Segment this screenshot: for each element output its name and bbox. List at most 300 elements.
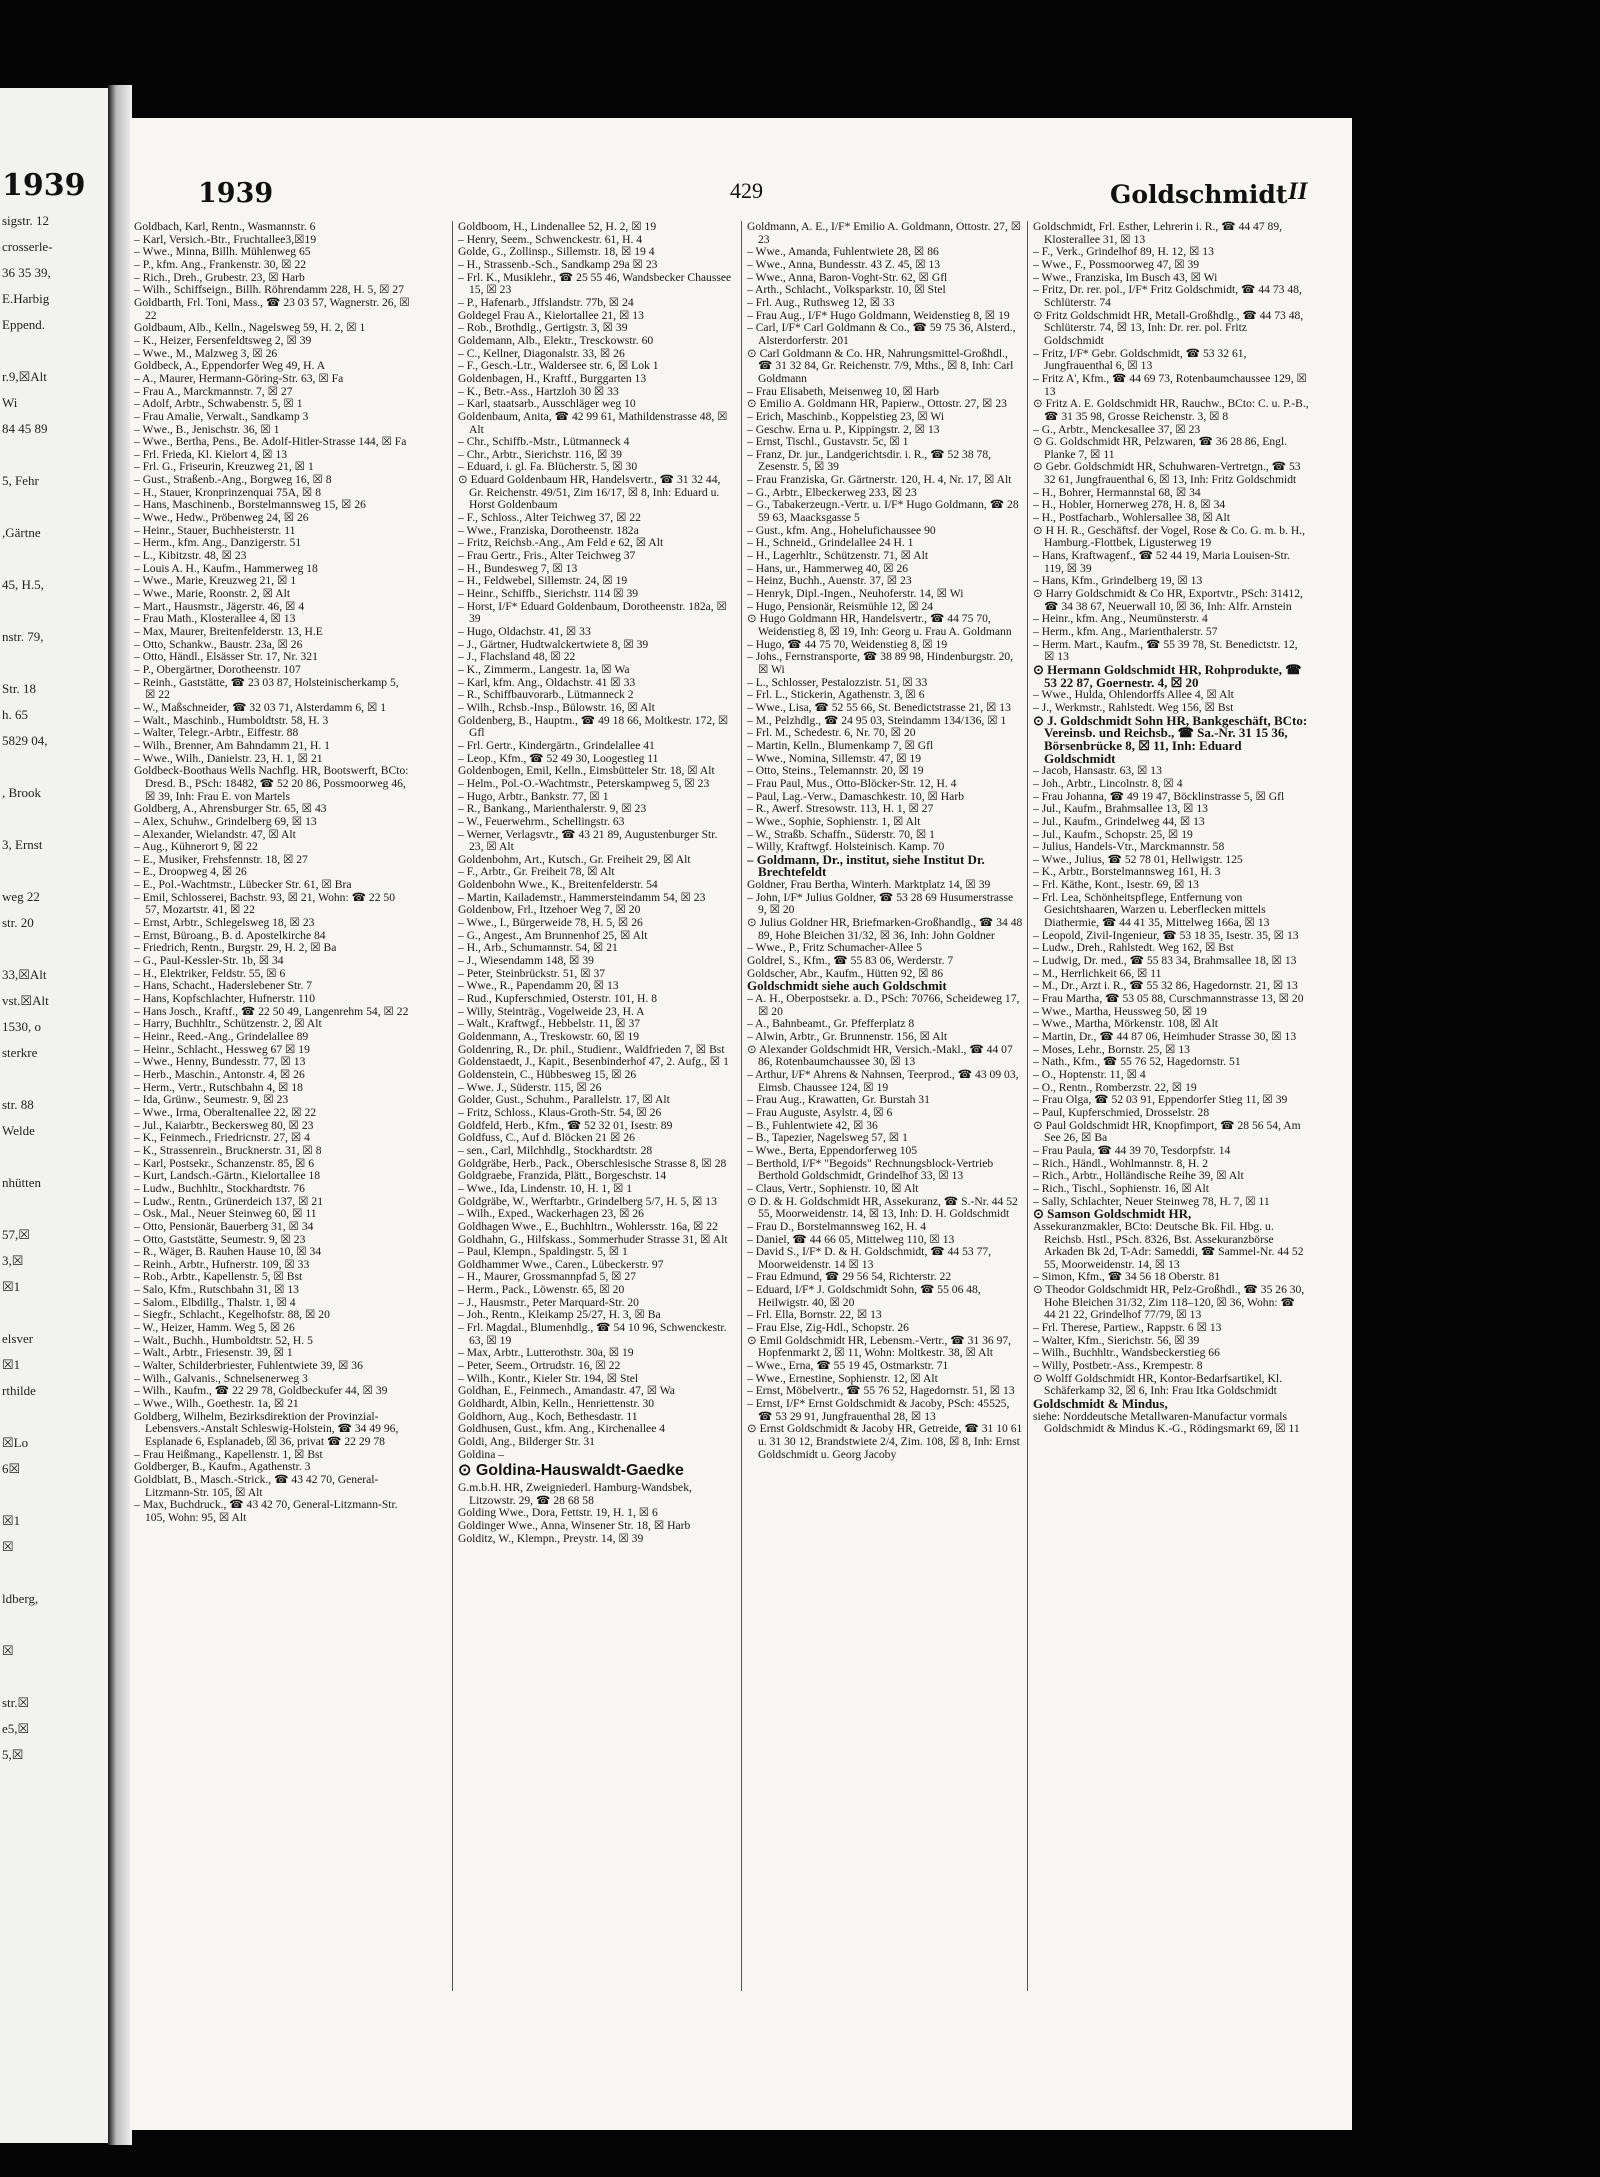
directory-entry: – Wwe., Minna, Billh. Mühlenweg 65 — [134, 245, 311, 259]
directory-entry: Goldbeck, A., Eppendorfer Weg 49, H. A — [134, 359, 326, 373]
page-number: 429 — [730, 178, 763, 203]
directory-entry: – Leop., Kfm., ☎ 52 49 30, Loogestieg 11 — [458, 751, 659, 765]
directory-entry: – R., Awerf. Stresowstr. 113, H. 1, ☒ 27 — [747, 802, 934, 816]
directory-entry: – Willy, Steinträg., Vogelweide 23, H. A — [458, 1004, 645, 1018]
previous-page-line: 36 35 39, — [2, 265, 51, 280]
directory-entry: – E., Musiker, Frehsfennstr. 18, ☒ 27 — [134, 852, 308, 866]
directory-entry: – Martin, Dr., ☎ 44 87 06, Heimhuder Strasse 30, ☒ 13 — [1033, 1030, 1297, 1043]
directory-entry: – Moses, Lehr., Bornstr. 25, ☒ 13 — [1033, 1042, 1190, 1056]
previous-page-line: str.☒ — [2, 1695, 30, 1710]
directory-entry: – Gust., kfm. Ang., Hohelufichaussee 90 — [747, 523, 936, 537]
directory-entry: – P., Obergärtner, Dorotheenstr. 107 — [134, 662, 301, 676]
directory-entry: – Geschw. Erna u. P., Kippingstr. 2, ☒ 13 — [747, 422, 940, 436]
directory-entry: – Wwe., Franziska, Dorotheenstr. 182a — [458, 523, 639, 537]
directory-entry: – Eduard, i. gl. Fa. Blücherstr. 5, ☒ 30 — [458, 460, 638, 474]
previous-page-line: ☒Lo — [2, 1435, 29, 1450]
directory-entry: – Salo, Kfm., Rutschbahn 31, ☒ 13 — [134, 1283, 299, 1297]
directory-entry: – Jacob, Hansastr. 63, ☒ 13 — [1033, 764, 1162, 778]
directory-entry: – Paul, Klempn., Spaldingstr. 5, ☒ 1 — [458, 1245, 628, 1259]
directory-entry: – F., Arbtr., Gr. Freiheit 78, ☒ Alt — [458, 865, 615, 879]
directory-entry: – F., Gesch.-Ltr., Waldersee str. 6, ☒ Lok 1 — [458, 359, 659, 373]
directory-entry: – Wilh., Brenner, Am Bahndamm 21, H. 1 — [134, 738, 330, 752]
directory-entry: – Hans, Schacht., Haderslebener Str. 7 — [134, 979, 313, 993]
directory-entry: – Mart., Hausmstr., Jägerstr. 46, ☒ 4 — [134, 599, 305, 613]
previous-page-line: r.9,☒Alt — [2, 369, 47, 384]
directory-entry: – Jul., Kaufm., Grindelweg 44, ☒ 13 — [1033, 814, 1205, 828]
directory-entry: ⊙ Carl Goldmann & Co. HR, Nahrungsmittel-Großhdl., ☎ 31 32 84, Gr. Reichenstr. 7/9, Mths., ☒ 8, Inh: Carl Goldmann — [747, 346, 1014, 385]
directory-entry: – Rich., Händl., Wohlmannstr. 8, H. 2 — [1033, 1156, 1209, 1170]
directory-entry: – Arth., Schlacht., Volksparkstr. 10, ☒ Stel — [747, 283, 946, 297]
previous-page-line: 45, H.5, — [2, 577, 44, 592]
directory-entry: – Wwe., I., Bürgerweide 78, H. 5, ☒ 26 — [458, 916, 643, 930]
directory-entry: – Walter, Schilderbriester, Fuhlentwiete 39, ☒ 36 — [134, 1359, 363, 1373]
directory-entry: – Heinr., kfm. Ang., Neumünsterstr. 4 — [1033, 612, 1208, 626]
directory-entry: ⊙ Harry Goldschmidt & Co HR, Exportvtr., PSch: 31412, ☎ 34 38 67, Neuerwall 10, ☒ 36, Inh: Alfr. Arnstein — [1033, 587, 1303, 613]
directory-entry: – Karl, Versich.-Btr., Fruchtallee3,☒19 — [134, 232, 317, 246]
directory-entry: – Herm., kfm. Ang., Danzigerstr. 51 — [134, 536, 302, 550]
directory-entry: – Willy, Kraftwgf. Holsteinisch. Kamp. 70 — [747, 840, 945, 854]
directory-entry: – Joh., Arbtr., Lincolnstr. 8, ☒ 4 — [1033, 776, 1183, 790]
directory-entry: ⊙ Theodor Goldschmidt HR, Pelz-Großhdl., ☎ 35 26 30, Hohe Bleichen 31/32, Zim 118–120, ☒ 36, Wohn: ☎ 44 21 22, Grindelhof 77/79, ☒ 13 — [1033, 1283, 1305, 1322]
directory-entry: – Ludw., Rentn., Grünerdeich 137, ☒ 21 — [134, 1194, 323, 1208]
directory-entry: – Heinr., Schlacht., Hessweg 67 ☒ 19 — [134, 1042, 310, 1056]
directory-entry: Assekuranzmakler, BCto: Deutsche Bk. Fil. Hbg. u. Reichsb. Hstl., PSch. 8326, Bst. Assekuranzbörse Arkaden Bk 2d, T-Adr: Sameddi, ☎ Sammel-Nr. 44 52 55, Moorweidenstr. 14, ☒ 13 — [1033, 1219, 1304, 1271]
directory-entry: – Frau Olga, ☎ 52 03 91, Eppendorfer Stieg 11, ☒ 39 — [1033, 1093, 1288, 1107]
directory-entry: Goldboom, H., Lindenallee 52, H. 2, ☒ 19 — [458, 221, 657, 233]
directory-entry: – H., Maurer, Grossmannpfad 5, ☒ 27 — [458, 1270, 637, 1284]
directory-entry: Goldenbaum, Anita, ☎ 42 99 61, Mathildenstrasse 48, ☒ Alt — [458, 409, 728, 436]
directory-entry: – H., Strassenb.-Sch., Sandkamp 29a ☒ 23 — [458, 257, 658, 271]
directory-entry: – Siegfr., Schlacht., Kegelhofstr. 88, ☒ 20 — [134, 1308, 330, 1322]
directory-entry: – Wwe., Martha, Heussweg 50, ☒ 19 — [1033, 1004, 1207, 1018]
directory-entry: – Leopold, Zivil-Ingenieur, ☎ 53 18 35, Isestr. 35, ☒ 13 — [1033, 928, 1299, 942]
previous-page-line: elsver — [2, 1331, 34, 1346]
directory-entry: Goldberg, Wilhelm, Bezirksdirektion der Provinzial-Lebensvers.-Anstalt Schleswig-Holstein, ☎ 34 49 96, Esplanade 6, Esplanadeb, ☒ 36, privat ☎ 22 29 78 — [134, 1409, 399, 1448]
previous-page-line: 5829 04, — [2, 733, 48, 748]
directory-entry: – John, I/F* Julius Goldner, ☎ 53 28 69 Husumerstrasse 9, ☒ 20 — [747, 890, 1014, 917]
directory-entry: – Werner, Verlagsvtr., ☎ 43 21 89, Augustenburger Str. 23, ☒ Alt — [458, 827, 718, 854]
directory-entry: Goldgräbe, W., Werftarbtr., Grindelberg 5/7, H. 5, ☒ 13 — [458, 1194, 717, 1208]
directory-entry: – Peter, Steinbrückstr. 51, ☒ 37 — [458, 966, 606, 980]
directory-entry: – Henry, Seem., Schwenckestr. 61, H. 4 — [458, 232, 643, 246]
previous-page-line: Wi — [2, 395, 18, 410]
directory-entry: – Wwe., Lisa, ☎ 52 55 66, St. Benedictstrasse 21, ☒ 13 — [747, 700, 1011, 714]
directory-entry: – Arthur, I/F* Ahrens & Nahnsen, Teerprod., ☎ 43 09 03, Eimsb. Chaussee 124, ☒ 19 — [747, 1067, 1019, 1094]
previous-page-line: ☒1 — [2, 1513, 21, 1528]
previous-page-line: ☒1 — [2, 1279, 21, 1294]
directory-entry: – Kurt, Landsch.-Gärtn., Kielortallee 18 — [134, 1169, 321, 1183]
directory-entry: – Ida, Grünw., Seumestr. 9, ☒ 23 — [134, 1093, 289, 1107]
directory-entry: Golditz, W., Klempn., Preystr. 14, ☒ 39 — [458, 1531, 644, 1545]
directory-entry: – Eduard, I/F* J. Goldschmidt Sohn, ☎ 55 06 48, Heilwigstr. 40, ☒ 20 — [747, 1283, 981, 1309]
directory-entry: ⊙ G. Goldschmidt HR, Pelzwaren, ☎ 36 28 86, Engl. Planke 7, ☒ 11 — [1033, 435, 1288, 461]
directory-entry: – Wilh., Kaufm., ☎ 22 29 78, Goldbeckufer 44, ☒ 39 — [134, 1384, 388, 1398]
directory-entry: Golde, G., Zollinsp., Sillemstr. 18, ☒ 19 4 — [458, 245, 655, 259]
directory-entry: – R., Wäger, B. Rauhen Hause 10, ☒ 34 — [134, 1245, 322, 1259]
directory-entry: – J., Werkmstr., Rahlstedt. Weg 156, ☒ Bst — [1033, 700, 1234, 714]
directory-entry: Goldhagen Wwe., E., Buchhltrn., Wohlersstr. 16a, ☒ 22 — [458, 1219, 718, 1233]
directory-entry: – Walt., Arbtr., Friesenstr. 39, ☒ 1 — [134, 1346, 293, 1360]
directory-entry: – Hans, Kfm., Grindelberg 19, ☒ 13 — [1033, 574, 1203, 588]
directory-entry: – Peter, Seem., Ortrudstr. 16, ☒ 22 — [458, 1359, 621, 1373]
directory-entry: Goldner, Frau Bertha, Winterh. Marktplatz 14, ☒ 39 — [747, 878, 991, 892]
directory-entry: Goldhammer Wwe., Caren., Lübeckerstr. 97 — [458, 1257, 664, 1271]
directory-entry: – J., Flachsland 48, ☒ 22 — [458, 650, 576, 664]
directory-entry: – Rob., Brothdlg., Gertigstr. 3, ☒ 39 — [458, 321, 628, 335]
directory-entry: – Reinh., Gaststätte, ☎ 23 03 87, Holsteinischerkamp 5, ☒ 22 — [134, 675, 399, 702]
directory-entry: – Jul., Kaiarbtr., Beckersweg 80, ☒ 23 — [134, 1118, 314, 1132]
directory-entry: – F., Schloss., Alter Teichweg 37, ☒ 22 — [458, 511, 641, 525]
directory-entry: – J., Hausmstr., Peter Marquard-Str. 20 — [458, 1295, 639, 1309]
directory-entry: – Wwe., Henny, Bundesstr. 77, ☒ 13 — [134, 1055, 306, 1069]
directory-entry: – Osk., Mal., Neuer Steinweg 60, ☒ 11 — [134, 1207, 317, 1221]
directory-entry: – Ernst, I/F* Ernst Goldschmidt & Jacoby, PSch: 45525, ☎ 53 29 91, Jungfrauenthal 28, ☒ 13 — [747, 1397, 1010, 1423]
directory-entry: Goldscher, Abr., Kaufm., Hütten 92, ☒ 86 — [747, 966, 944, 980]
directory-entry: – Emil, Schlosserei, Bachstr. 93, ☒ 21, Wohn: ☎ 22 50 57, Mozartstr. 41, ☒ 22 — [134, 890, 396, 917]
directory-entry: – Harry, Buchhltr., Schützenstr. 2, ☒ Alt — [134, 1017, 322, 1031]
directory-entry: – G., Paul-Kessler-Str. 1b, ☒ 34 — [134, 954, 284, 968]
directory-entry: – Max, Buchdruck., ☎ 43 42 70, General-Litzmann-Str. 105, Wohn: 95, ☒ Alt — [134, 1498, 398, 1524]
previous-page-line: h. 65 — [2, 707, 28, 722]
directory-entry: – Wwe., Martha, Mörkenstr. 108, ☒ Alt — [1033, 1017, 1219, 1031]
directory-columns — [130, 221, 1352, 1981]
directory-entry: – Alex, Schuhw., Grindelberg 69, ☒ 13 — [134, 814, 317, 828]
directory-entry: – Frl. M., Schedestr. 6, Nr. 70, ☒ 20 — [747, 726, 916, 740]
directory-entry: – Frau Amalie, Verwalt., Sandkamp 3 — [134, 409, 309, 423]
previous-page-line: 3, Ernst — [2, 837, 43, 852]
directory-entry: ⊙ Hermann Goldschmidt HR, Rohprodukte, ☎ 53 22 87, Goernestr. 4, ☒ 20 — [1033, 661, 1302, 690]
directory-entry: – Wwe., F., Possmoorweg 47, ☒ 39 — [1033, 257, 1200, 271]
directory-entry: – Frl. L., Stickerin, Agathenstr. 3, ☒ 6 — [747, 688, 925, 702]
directory-entry: – Franz, Dr. jur., Landgerichtsdir. i. R., ☎ 52 38 78, Zesenstr. 5, ☒ 39 — [747, 447, 992, 474]
directory-entry: Goldhan, E., Feinmech., Amandastr. 47, ☒ Wa — [458, 1384, 675, 1398]
book-gutter — [108, 85, 132, 2145]
directory-entry: – Rob., Arbtr., Kapellenstr. 5, ☒ Bst — [134, 1270, 303, 1284]
directory-entry: – Frau Franziska, Gr. Gärtnerstr. 120, H. 4, Nr. 17, ☒ Alt — [747, 473, 1012, 487]
directory-entry: Goldenbohm, Art., Kutsch., Gr. Freiheit 29, ☒ Alt — [458, 852, 691, 866]
directory-entry: Goldemann, Alb., Elektr., Tresckowstr. 60 — [458, 333, 654, 347]
directory-entry: – Wwe., Wilh., Goethestr. 1a, ☒ 21 — [134, 1397, 299, 1411]
directory-entry: – Ernst, Arbtr., Schlegelsweg 18, ☒ 23 — [134, 916, 315, 930]
directory-entry: – Martin, Kailademstr., Hammersteindamm 54, ☒ 23 — [458, 890, 706, 904]
directory-entry: Goldenstaedt, J., Kapit., Besenbinderhof 47, 2. Aufg., ☒ 1 — [458, 1055, 729, 1069]
header-volume: II — [1288, 178, 1308, 205]
directory-entry: Goldbeck-Boothaus Wells Nachflg. HR, Bootswerft, BCto: Dresd. B., PSch: 18482, ☎ 52 20 86, Possmoorweg 46, ☒ 39, Inh: Frau E. von Martels — [134, 764, 409, 803]
directory-entry: – Nath., Kfm., ☎ 55 76 52, Hagedornstr. 51 — [1033, 1055, 1241, 1069]
directory-entry: – Frl. Gertr., Kindergärtn., Grindelallee 41 — [458, 738, 655, 752]
directory-entry: ⊙ Hugo Goldmann HR, Handelsvertr., ☎ 44 75 70, Weidenstieg 8, ☒ 19, Inh: Georg u. Frau A. Goldmann — [747, 612, 1012, 638]
directory-entry: – Wwe., Wilh., Danielstr. 23, H. 1, ☒ 21 — [134, 751, 323, 765]
directory-entry: – Rich., Tischl., Sophienstr. 16, ☒ Alt — [1033, 1181, 1209, 1195]
directory-entry: – Alwin, Arbtr., Gr. Brunnenstr. 156, ☒ Alt — [747, 1030, 948, 1043]
previous-page-line: 5,☒ — [2, 1747, 24, 1762]
directory-entry: – Salom., Elbdillg., Thalstr. 1, ☒ 4 — [134, 1295, 296, 1309]
directory-entry: Goldenring, R., Dr. phil., Studienr., Waldfrieden 7, ☒ Bst — [458, 1042, 725, 1056]
directory-entry: – B., Tapezier, Nagelsweg 57, ☒ 1 — [747, 1131, 908, 1145]
directory-entry: Goldfeld, Herb., Kfm., ☎ 52 32 01, Isestr. 89 — [458, 1118, 673, 1132]
directory-entry: – Otto, Schankw., Baustr. 23a, ☒ 26 — [134, 637, 303, 651]
directory-entry: ⊙ Emilio A. Goldmann HR, Papierw., Ottostr. 27, ☒ 23 — [747, 397, 1007, 411]
directory-entry: – A., Maurer, Hermann-Göring-Str. 63, ☒ Fa — [134, 371, 344, 385]
directory-entry: – Wwe., Julius, ☎ 52 78 01, Hellwigstr. 125 — [1033, 852, 1243, 866]
directory-entry: – Friedrich, Rentn., Burgstr. 29, H. 2, ☒ Ba — [134, 941, 337, 955]
directory-entry: Goldschmidt siehe auch Goldschmit — [747, 978, 947, 994]
directory-entry: Goldschmidt & Mindus, — [1033, 1396, 1168, 1412]
previous-page-line: 57,☒ — [2, 1227, 30, 1242]
directory-entry: – L., Kibitzstr. 48, ☒ 23 — [134, 549, 247, 563]
directory-entry: Goldberger, B., Kaufm., Agathenstr. 3 — [134, 1460, 311, 1474]
directory-entry: – Heinr., Schiffb., Sierichstr. 114 ☒ 39 — [458, 587, 639, 601]
previous-page-line: ldberg, — [2, 1591, 39, 1606]
directory-entry: – Wwe., Erna, ☎ 55 19 45, Ostmarkstr. 71 — [747, 1359, 949, 1373]
directory-entry: – Paul, Lag.-Verw., Damaschkestr. 10, ☒ Harb — [747, 789, 964, 803]
directory-entry: – Aug., Kühnerort 9, ☒ 22 — [134, 840, 258, 854]
directory-entry: – Wwe., Nomina, Sillemstr. 47, ☒ 19 — [747, 751, 922, 765]
directory-entry: – Wwe., Anna, Baron-Voght-Str. 62, ☒ Gfl — [747, 270, 948, 284]
directory-entry: – Gust., Straßenb.-Ang., Borgweg 16, ☒ 8 — [134, 473, 332, 487]
previous-page-line: Eppend. — [2, 317, 45, 332]
previous-page-line: 84 45 89 — [2, 421, 48, 436]
directory-entry: – Frl. G., Friseurin, Kreuzweg 21, ☒ 1 — [134, 460, 314, 474]
directory-entry: ⊙ Emil Goldschmidt HR, Lebensm.-Vertr., ☎ 31 36 97, Hopfenmarkt 2, ☒ 11, Wohn: Moltkestr. 38, ☒ Alt — [747, 1333, 1012, 1360]
directory-entry: – Karl, staatsarb., Ausschläger weg 10 — [458, 397, 636, 411]
directory-entry: – Claus, Vertr., Sophienstr. 10, ☒ Alt — [747, 1181, 919, 1195]
directory-entry: – Ludw., Dreh., Rahlstedt. Weg 162, ☒ Bst — [1033, 941, 1234, 955]
directory-entry: – Wwe. J., Süderstr. 115, ☒ 26 — [458, 1080, 602, 1094]
directory-entry: – Wwe., Amanda, Fuhlentwiete 28, ☒ 86 — [747, 245, 939, 259]
directory-entry: – Frau Paul, Mus., Otto-Blöcker-Str. 12, H. 4 — [747, 776, 957, 790]
directory-entry: – H., Schneid., Grindelallee 24 H. 1 — [747, 536, 914, 550]
directory-entry: – G., Arbtr., Menckesallee 37, ☒ 23 — [1033, 422, 1201, 436]
previous-page-line: str. 20 — [2, 915, 34, 930]
directory-entry: – K., Arbtr., Borstelmannsweg 161, H. 3 — [1033, 865, 1221, 879]
directory-entry: – Fritz, I/F* Gebr. Goldschmidt, ☎ 53 32 61, Jungfrauenthal 6, ☒ 13 — [1033, 346, 1247, 373]
directory-entry: – H., Hobler, Hornerweg 278, H. 8, ☒ 34 — [1033, 498, 1226, 512]
header-running-name: Goldschmidt — [1110, 180, 1288, 209]
directory-entry: – Frau Johanna, ☎ 49 19 47, Böcklinstrasse 5, ☒ Gfl — [1033, 789, 1285, 803]
directory-entry: – B., Fuhlentwiete 42, ☒ 36 — [747, 1118, 878, 1132]
directory-entry: – Chr., Arbtr., Sierichstr. 116, ☒ 39 — [458, 447, 622, 461]
directory-entry: – K., Betr.-Ass., Hartzloh 30 ☒ 33 — [458, 384, 619, 398]
directory-entry: – Frau Gertr., Fris., Alter Teichweg 37 — [458, 549, 636, 563]
previous-page-fragment — [0, 88, 108, 2143]
directory-entry: – Fritz, Dr. rer. pol., I/F* Fritz Goldschmidt, ☎ 44 73 48, Schlüterstr. 74 — [1033, 283, 1302, 309]
directory-entry: – Frau Else, Zig-Hdl., Schopstr. 26 — [747, 1321, 909, 1335]
directory-entry: – Alexander, Wielandstr. 47, ☒ Alt — [134, 827, 296, 841]
directory-entry: – Frau Aug., I/F* Hugo Goldmann, Weidenstieg 8, ☒ 19 — [747, 308, 1010, 322]
previous-page-line: str. 88 — [2, 1097, 34, 1112]
directory-entry: ⊙ Paul Goldschmidt HR, Knopfimport, ☎ 28 56 54, Am See 26, ☒ Ba — [1033, 1118, 1301, 1145]
previous-page-line: weg 22 — [2, 889, 40, 904]
directory-entry: – Frau Aug., Krawatten, Gr. Burstah 31 — [747, 1093, 930, 1107]
directory-entry: ⊙ Julius Goldner HR, Briefmarken-Großhandlg., ☎ 34 48 89, Hohe Bleichen 31/32, ☒ 36, Inh: John Goldner — [747, 916, 1023, 942]
directory-entry: – E., Pol.-Wachtmstr., Lübecker Str. 61, ☒ Bra — [134, 878, 352, 892]
previous-page-line: vst.☒Alt — [2, 993, 49, 1008]
previous-page-line: E.Harbig — [2, 291, 50, 306]
directory-entry: – H., Elektriker, Feldstr. 55, ☒ 6 — [134, 966, 286, 980]
directory-entry: Goldhusen, Gust., kfm. Ang., Kirchenallee 4 — [458, 1422, 666, 1436]
previous-page-line: Str. 18 — [2, 681, 36, 696]
directory-entry: Goldinger Wwe., Anna, Winsener Str. 18, ☒ Harb — [458, 1518, 691, 1532]
directory-entry: – Wilh., Exped., Wackerhagen 23, ☒ 26 — [458, 1207, 644, 1221]
directory-entry: – Ludwig, Dr. med., ☎ 55 83 34, Brahmsallee 18, ☒ 13 — [1033, 954, 1297, 968]
directory-entry: – Wwe., Marie, Roonstr. 2, ☒ Alt — [134, 587, 291, 601]
previous-page-line: rthilde — [2, 1383, 36, 1398]
directory-entry: Golder, Gust., Schuhm., Parallelstr. 17, ☒ Alt — [458, 1093, 670, 1107]
previous-page-line: nhütten — [2, 1175, 41, 1190]
directory-entry: – Frau Auguste, Asylstr. 4, ☒ 6 — [747, 1105, 893, 1119]
directory-entry: – G., Tabakerzeugn.-Vertr. u. I/F* Hugo Goldmann, ☎ 28 59 63, Maacksgasse 5 — [747, 498, 1019, 525]
directory-entry: ⊙ Wolff Goldschmidt HR, Kontor-Bedarfsartikel, Kl. Schäferkamp 32, ☒ 6, Inh: Frau Itka Goldschmidt — [1033, 1371, 1282, 1398]
directory-entry: – Frau Paula, ☎ 44 39 70, Tesdorpfstr. 14 — [1033, 1143, 1231, 1157]
directory-entry: – Wwe., Irma, Oberaltenallee 22, ☒ 22 — [134, 1105, 317, 1119]
directory-entry: – Hans Josch., Kraftf., ☎ 22 50 49, Langenrehm 54, ☒ 22 — [134, 1004, 409, 1018]
directory-entry: – Horst, I/F* Eduard Goldenbaum, Dorotheenstr. 182a, ☒ 39 — [458, 599, 727, 626]
directory-entry: – Wwe., Hulda, Ohlendorffs Allee 4, ☒ Alt — [1033, 688, 1234, 702]
directory-entry: – A. H., Oberpostsekr. a. D., PSch: 70766, Scheideweg 17, ☒ 20 — [747, 992, 1020, 1018]
directory-entry: – Rud., Kupferschmied, Osterstr. 101, H. 8 — [458, 992, 658, 1006]
directory-page — [130, 118, 1352, 2130]
previous-page-line: e5,☒ — [2, 1721, 30, 1736]
directory-entry: – Frl. Therese, Partiew., Rappstr. 6 ☒ 13 — [1033, 1321, 1222, 1335]
directory-entry: Goldbaum, Alb., Kelln., Nagelsweg 59, H. 2, ☒ 1 — [134, 321, 366, 335]
directory-entry: – Frl. Ella, Bornstr. 22, ☒ 13 — [747, 1308, 882, 1322]
directory-entry: – Joh., Rentn., Kleikamp 25/27, H. 3, ☒ Ba — [458, 1308, 661, 1322]
directory-entry: – sen., Carl, Milchhdlg., Stockhardtstr. 28 — [458, 1143, 653, 1157]
directory-entry: – Wwe., Franziska, Im Busch 43, ☒ Wi — [1033, 270, 1218, 284]
directory-entry: siehe: Norddeutsche Metallwaren-Manufactur vormals Goldschmidt & Mindus K.-G., Rödingsmarkt 69, ☒ 11 — [1033, 1409, 1300, 1436]
directory-entry: – H., Arb., Schumannstr. 54, ☒ 21 — [458, 941, 618, 955]
directory-entry: – Sally, Schlachter, Neuer Steinweg 78, H. 7, ☒ 11 — [1033, 1194, 1270, 1208]
directory-entry: – Frau Math., Klosterallee 4, ☒ 13 — [134, 612, 296, 626]
directory-entry: – W., Feuerwehrm., Schellingstr. 63 — [458, 814, 625, 828]
directory-entry: Goldmann, A. E., I/F* Emilio A. Goldmann, Ottostr. 27, ☒ 23 — [747, 221, 1022, 246]
directory-entry: – Wilh., Kontr., Kieler Str. 194, ☒ Stel — [458, 1371, 639, 1385]
directory-entry: – G., Arbtr., Elbeckerweg 233, ☒ 23 — [747, 485, 917, 499]
directory-entry: Goldberg, A., Ahrensburger Str. 65, ☒ 43 — [134, 802, 327, 816]
directory-entry: – H., Bohrer, Hermannstal 68, ☒ 34 — [1033, 485, 1201, 499]
directory-entry: – Wwe., Berta, Eppendorferweg 105 — [747, 1143, 918, 1157]
directory-entry: – P., kfm. Ang., Frankenstr. 30, ☒ 22 — [134, 257, 307, 271]
directory-entry: – Wwe., Anna, Bundesstr. 43 Z. 45, ☒ 13 — [747, 257, 941, 271]
directory-entry: – Wilh., Galvanis., Schnelsenerweg 3 — [134, 1371, 308, 1385]
previous-page-line: 5, Fehr — [2, 473, 39, 488]
directory-entry: – Walt., Kraftwgf., Hebbelstr. 11, ☒ 37 — [458, 1017, 641, 1031]
directory-entry: – Frl. Aug., Ruthsweg 12, ☒ 33 — [747, 295, 895, 309]
previous-page-line: 33,☒Alt — [2, 967, 47, 982]
directory-entry: – Herm., kfm. Ang., Marienthalerstr. 57 — [1033, 625, 1218, 638]
directory-entry: ⊙ Fritz A. E. Goldschmidt HR, Rauchw., BCto: C. u. P.-B., ☎ 31 35 98, Grosse Reichenstr. 3, ☒ 8 — [1033, 397, 1309, 423]
directory-entry: – Jul., Kaufm., Schopstr. 25, ☒ 19 — [1033, 827, 1193, 841]
directory-entry: – Frl. Lea, Schönheitspflege, Entfernung von Gesichtshaaren, Warzen u. Leberflecken mittels Diathermie, ☎ 44 41 35, Mittelweg 166a, ☒ 13 — [1033, 890, 1270, 930]
directory-entry: – Frau D., Borstelmannsweg 162, H. 4 — [747, 1219, 927, 1233]
previous-page-year: 1939 — [2, 168, 86, 203]
directory-entry: – K., Zimmerm., Langestr. 1a, ☒ Wa — [458, 662, 630, 676]
directory-entry: Golding Wwe., Dora, Fettstr. 19, H. 1, ☒ 6 — [458, 1506, 658, 1520]
previous-page-line: sigstr. 12 — [2, 213, 49, 228]
directory-entry: – Frl. Frieda, Kl. Kielort 4, ☒ 13 — [134, 447, 288, 461]
directory-entry: – Frl. Käthe, Kont., Isestr. 69, ☒ 13 — [1033, 878, 1199, 892]
directory-entry: – Willy, Postbetr.-Ass., Krempestr. 8 — [1033, 1359, 1203, 1373]
directory-entry: ⊙ Samson Goldschmidt HR, — [1033, 1206, 1192, 1222]
directory-entry: ⊙ Gebr. Goldschmidt HR, Schuhwaren-Vertretgn., ☎ 53 32 61, Jungfrauenthal 6, ☒ 13, Inh: Fritz Goldschmidt — [1033, 460, 1301, 487]
directory-entry: – Rich., Dreh., Grubestr. 23, ☒ Harb — [134, 270, 305, 284]
directory-entry: – Adolf, Arbtr., Schwabenstr. 5, ☒ 1 — [134, 397, 303, 411]
directory-entry: Goldgraebe, Franzida, Plätt., Borgeschstr. 14 — [458, 1169, 667, 1183]
directory-entry: Goldenstein, C., Hübbesweg 15, ☒ 26 — [458, 1067, 637, 1081]
previous-page-line: crosserle- — [2, 239, 53, 254]
directory-entry: Goldenbagen, H., Kraftf., Burggarten 13 — [458, 371, 647, 385]
previous-page-line: Welde — [2, 1123, 35, 1138]
directory-entry: – Rich., Arbtr., Holländische Reihe 39, ☒ Alt — [1033, 1169, 1244, 1183]
directory-entry: Goldrel, S., Kfm., ☎ 55 83 06, Werderstr. 7 — [747, 954, 954, 968]
directory-entry: – O., Hoptenstr. 11, ☒ 4 — [1033, 1067, 1146, 1081]
directory-entry: – Hugo, ☎ 44 75 70, Weidenstieg 8, ☒ 19 — [747, 637, 948, 651]
directory-entry: – Fritz A', Kfm., ☎ 44 69 73, Rotenbaumchaussee 129, ☒ 13 — [1033, 371, 1307, 398]
directory-entry: – Heinr., Stauer, Buchheisterstr. 11 — [134, 523, 296, 537]
directory-entry: – Wilh., Rchsb.-Insp., Bülowstr. 16, ☒ Alt — [458, 700, 655, 714]
directory-entry: – Hans, Kopfschlachter, Hufnerstr. 110 — [134, 992, 316, 1006]
directory-entry: – Wwe., M., Malzweg 3, ☒ 26 — [134, 346, 278, 360]
directory-entry: – K., Feinmech., Friedricnstr. 27, ☒ 4 — [134, 1131, 310, 1145]
directory-entry: – Wwe., R., Papendamm 20, ☒ 13 — [458, 979, 619, 993]
directory-entry: – Wwe., Marie, Kreuzweg 21, ☒ 1 — [134, 574, 297, 588]
directory-entry: – Karl, kfm. Ang., Oldachstr. 41 ☒ 33 — [458, 675, 636, 689]
directory-entry: – H., Feldwebel, Sillemstr. 24, ☒ 19 — [458, 574, 628, 588]
directory-entry: – Wilh., Buchhltr., Wandsbeckerstieg 66 — [1033, 1346, 1220, 1360]
directory-entry: – Frau Edmund, ☎ 29 56 54, Richterstr. 22 — [747, 1270, 952, 1284]
directory-entry: – Hans, ur., Hammerweg 40, ☒ 26 — [747, 561, 909, 575]
directory-entry: – Wwe., Ernestine, Sophienstr. 12, ☒ Alt — [747, 1371, 938, 1385]
directory-entry: – Otto, Gaststätte, Seumestr. 9, ☒ 23 — [134, 1232, 306, 1246]
directory-entry: – Wilh., Schiffseign., Billh. Röhrendamm 228, H. 5, ☒ 27 — [134, 283, 405, 297]
directory-entry: – Louis A. H., Kaufm., Hammerweg 18 — [134, 561, 318, 575]
directory-entry: – R., Bankang., Marienthalerstr. 9, ☒ 23 — [458, 802, 647, 816]
directory-entry: Goldenbow, Frl., Itzehoer Weg 7, ☒ 20 — [458, 903, 641, 917]
directory-column-4 — [1033, 221, 1309, 1981]
directory-entry: – Wwe., Bertha, Pens., Be. Adolf-Hitler-Strasse 144, ☒ Fa — [134, 435, 407, 449]
directory-entry: Goldhahn, G., Hilfskass., Sommerhuder Strasse 31, ☒ Alt — [458, 1232, 728, 1246]
directory-entry: – J., Wiesendamm 148, ☒ 39 — [458, 954, 594, 968]
directory-entry: – Walter, Telegr.-Arbtr., Eiffestr. 88 — [134, 726, 299, 740]
directory-column-3 — [747, 221, 1023, 1981]
directory-entry: – Johs., Fernstransporte, ☎ 38 89 98, Hindenburgstr. 20, ☒ Wi — [747, 650, 1014, 676]
directory-entry: – Carl, I/F* Carl Goldmann & Co., ☎ 59 75 36, Alsterd., Alsterdorferstr. 201 — [747, 321, 1016, 347]
page-header — [130, 118, 1352, 209]
directory-entry: – H., Lagerhltr., Schützenstr. 71, ☒ Alt — [747, 549, 929, 563]
directory-column-1 — [134, 221, 410, 1981]
directory-entry: – Otto, Pensionär, Bauerberg 31, ☒ 34 — [134, 1219, 314, 1233]
directory-entry: G.m.b.H. HR, Zweigniederl. Hamburg-Wandsbek, Litzowstr. 29, ☎ 28 68 58 — [458, 1480, 692, 1507]
directory-entry: – Simon, Kfm., ☎ 34 56 18 Oberstr. 81 — [1033, 1270, 1221, 1284]
directory-entry: – Daniel, ☎ 44 66 05, Mittelweg 110, ☒ 13 — [747, 1232, 955, 1246]
previous-page-line: sterkre — [2, 1045, 38, 1060]
directory-entry: – Martin, Kelln., Blumenkamp 7, ☒ Gfl — [747, 738, 934, 752]
directory-entry: – Otto, Händl., Elsässer Str. 17, Nr. 321 — [134, 650, 318, 664]
directory-entry: – M., Pelzhdlg., ☎ 24 95 03, Steindamm 134/136, ☒ 1 — [747, 713, 1007, 727]
directory-entry: – Walter, Kfm., Sierichstr. 56, ☒ 39 — [1033, 1333, 1200, 1347]
previous-page-line: ,Gärtne — [2, 525, 41, 540]
directory-entry: – Heinr., Reed.-Ang., Grindelallee 89 — [134, 1030, 309, 1043]
previous-page-line: ☒1 — [2, 1357, 21, 1372]
directory-entry: – Ernst, Tischl., Gustavstr. 5c, ☒ 1 — [747, 435, 909, 449]
directory-entry: – H., Bundesweg 7, ☒ 13 — [458, 561, 578, 575]
directory-entry: – Helm., Pol.-O.-Wachtmstr., Peterskampweg 5, ☒ 23 — [458, 776, 710, 790]
directory-entry: Goldfuss, C., Auf d. Blöcken 21 ☒ 26 — [458, 1131, 635, 1145]
directory-entry: – Ernst, Büroang., B. d. Apostelkirche 84 — [134, 928, 326, 942]
directory-entry: – Herm., Vertr., Rutschbahn 4, ☒ 18 — [134, 1080, 303, 1094]
directory-entry: ⊙ Fritz Goldschmidt HR, Metall-Großhdlg., ☎ 44 73 48, Schlüterstr. 74, ☒ 13, Inh: Dr. rer. pol. Fritz Goldschmidt — [1033, 308, 1304, 347]
